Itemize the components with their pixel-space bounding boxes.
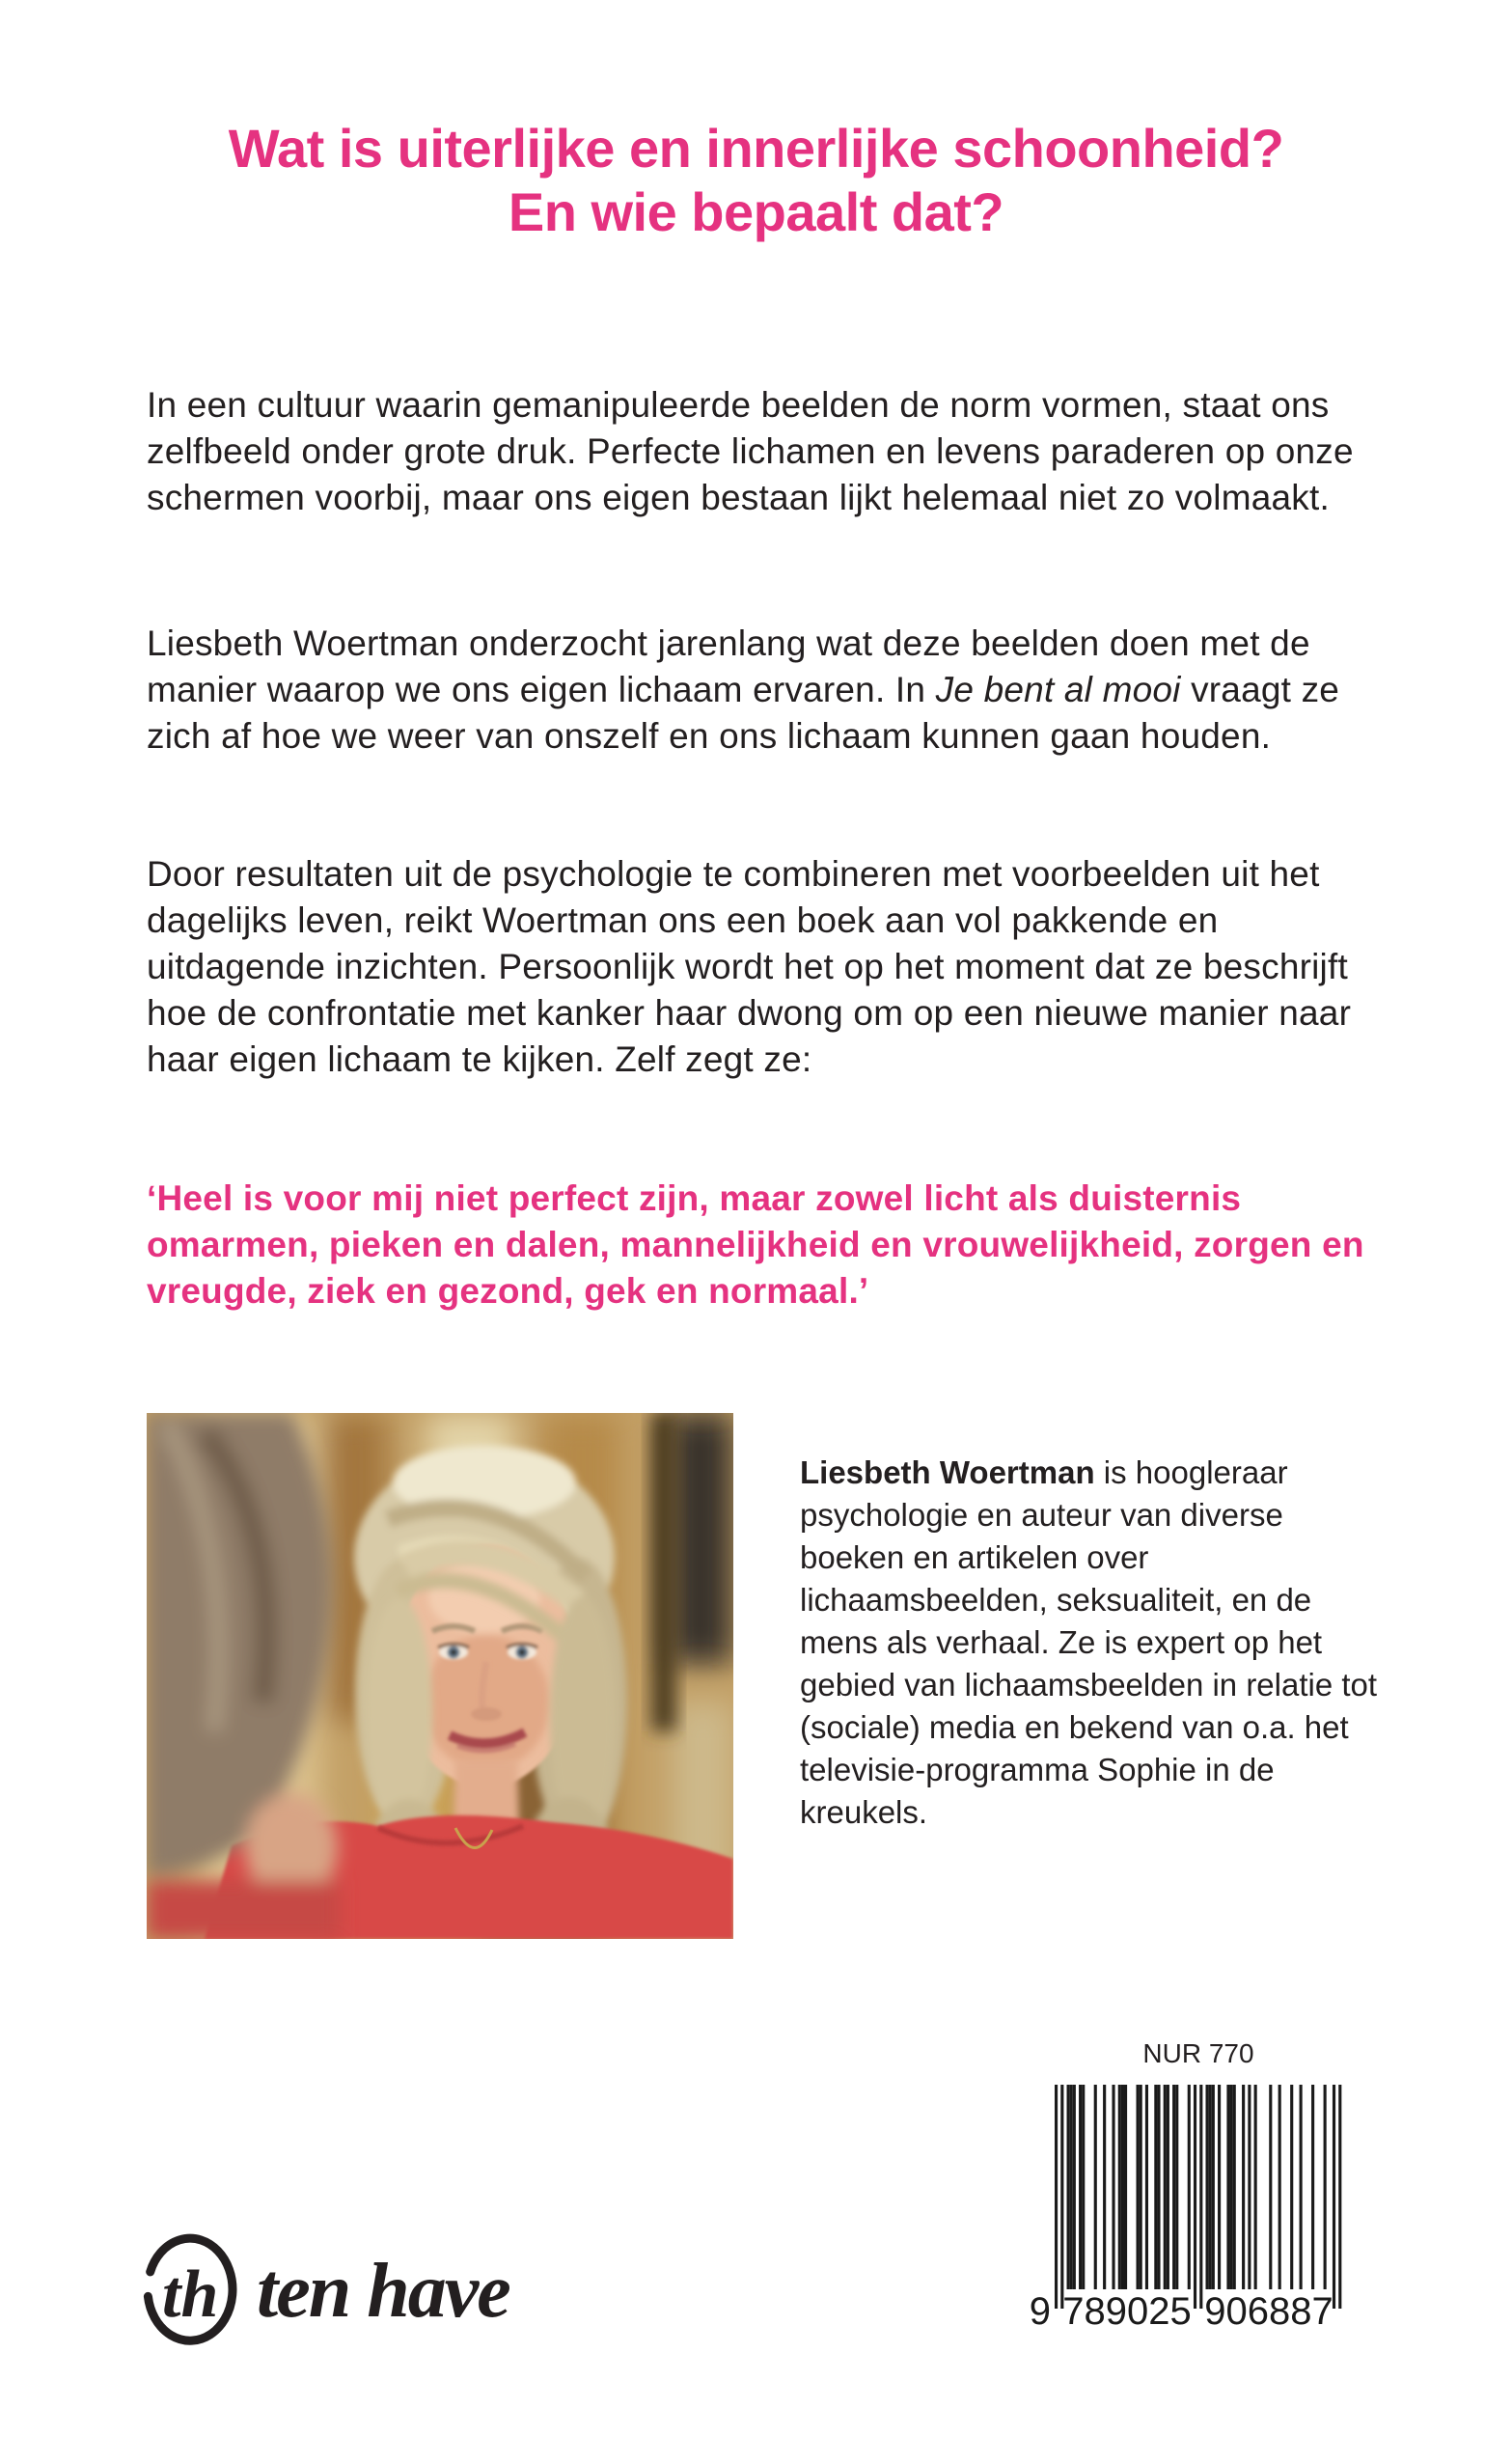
blurb-paragraph-2: [147, 621, 1374, 760]
barcode-digits-left: 789025: [1062, 2290, 1192, 2328]
barcode-digit-lead: 9: [1029, 2290, 1051, 2328]
author-photo: [147, 1413, 733, 1939]
nur-label: NUR 770: [1142, 2038, 1254, 2068]
cover-title: [0, 117, 1512, 244]
logo-monogram: th: [162, 2257, 219, 2332]
blurb-paragraph-1: In een cultuur waarin gemanipuleerde beelden de norm vormen, staat ons zelfbeeld onder grote druk. Perfecte lichamen en levens paraderen op onze schermen voorbij, maar ons eigen bestaan lijkt helemaal niet zo volmaakt.: [147, 385, 1354, 517]
blurb-paragraph-3: Door resultaten uit de psychologie te combineren met voorbeelden uit het dagelijks leven, reikt Woertman ons een boek aan vol pakkende en uitdagende inzichten. Persoonlijk wordt het op het moment dat ze beschrijft hoe de confrontatie met kanker haar dwong om op een nieuwe manier naar haar eigen lichaam te kijken. Zelf zegt ze:: [147, 854, 1352, 1079]
blurb-paragraph-2-post: vraagt ze zich af hoe we weer van onszelf en ons lichaam kunnen gaan houden.: [147, 670, 1340, 756]
title-line-1: Wat is uiterlijke en innerlijke schoonheid?: [228, 118, 1284, 179]
book-title-italic: Je bent al mooi: [935, 670, 1181, 709]
author-name: Liesbeth Woertman: [800, 1454, 1095, 1490]
publisher-logo: [135, 2220, 550, 2355]
barcode-digits-right: 906887: [1204, 2290, 1333, 2328]
barcode-bars: [1055, 2085, 1341, 2309]
author-quote: ‘Heel is voor mij niet perfect zijn, maar zowel licht als duisternis omarmen, pieken en dalen, mannelijkheid en vrouwelijkheid, zorgen en vreugde, ziek en gezond, gek en normaal.’: [147, 1178, 1364, 1311]
publisher-name: ten have: [257, 2249, 509, 2334]
isbn-barcode: [1023, 2085, 1351, 2328]
title-line-2: En wie bepaalt dat?: [508, 181, 1004, 242]
author-bio: [800, 1452, 1379, 1834]
author-bio-text: is hoogleraar psychologie en auteur van diverse boeken en artikelen over lichaamsbeelden, seksualiteit, en de mens als verhaal. Ze is expert op het gebied van lichaamsbeelden in relatie tot (sociale) media en bekend van o.a. het televisie-programma Sophie in de kreukels.: [800, 1454, 1378, 1830]
blurb-paragraph-2-pre: Liesbeth Woertman onderzocht jarenlang wat deze beelden doen met de manier waarop we ons eigen lichaam ervaren. In: [147, 623, 1310, 709]
